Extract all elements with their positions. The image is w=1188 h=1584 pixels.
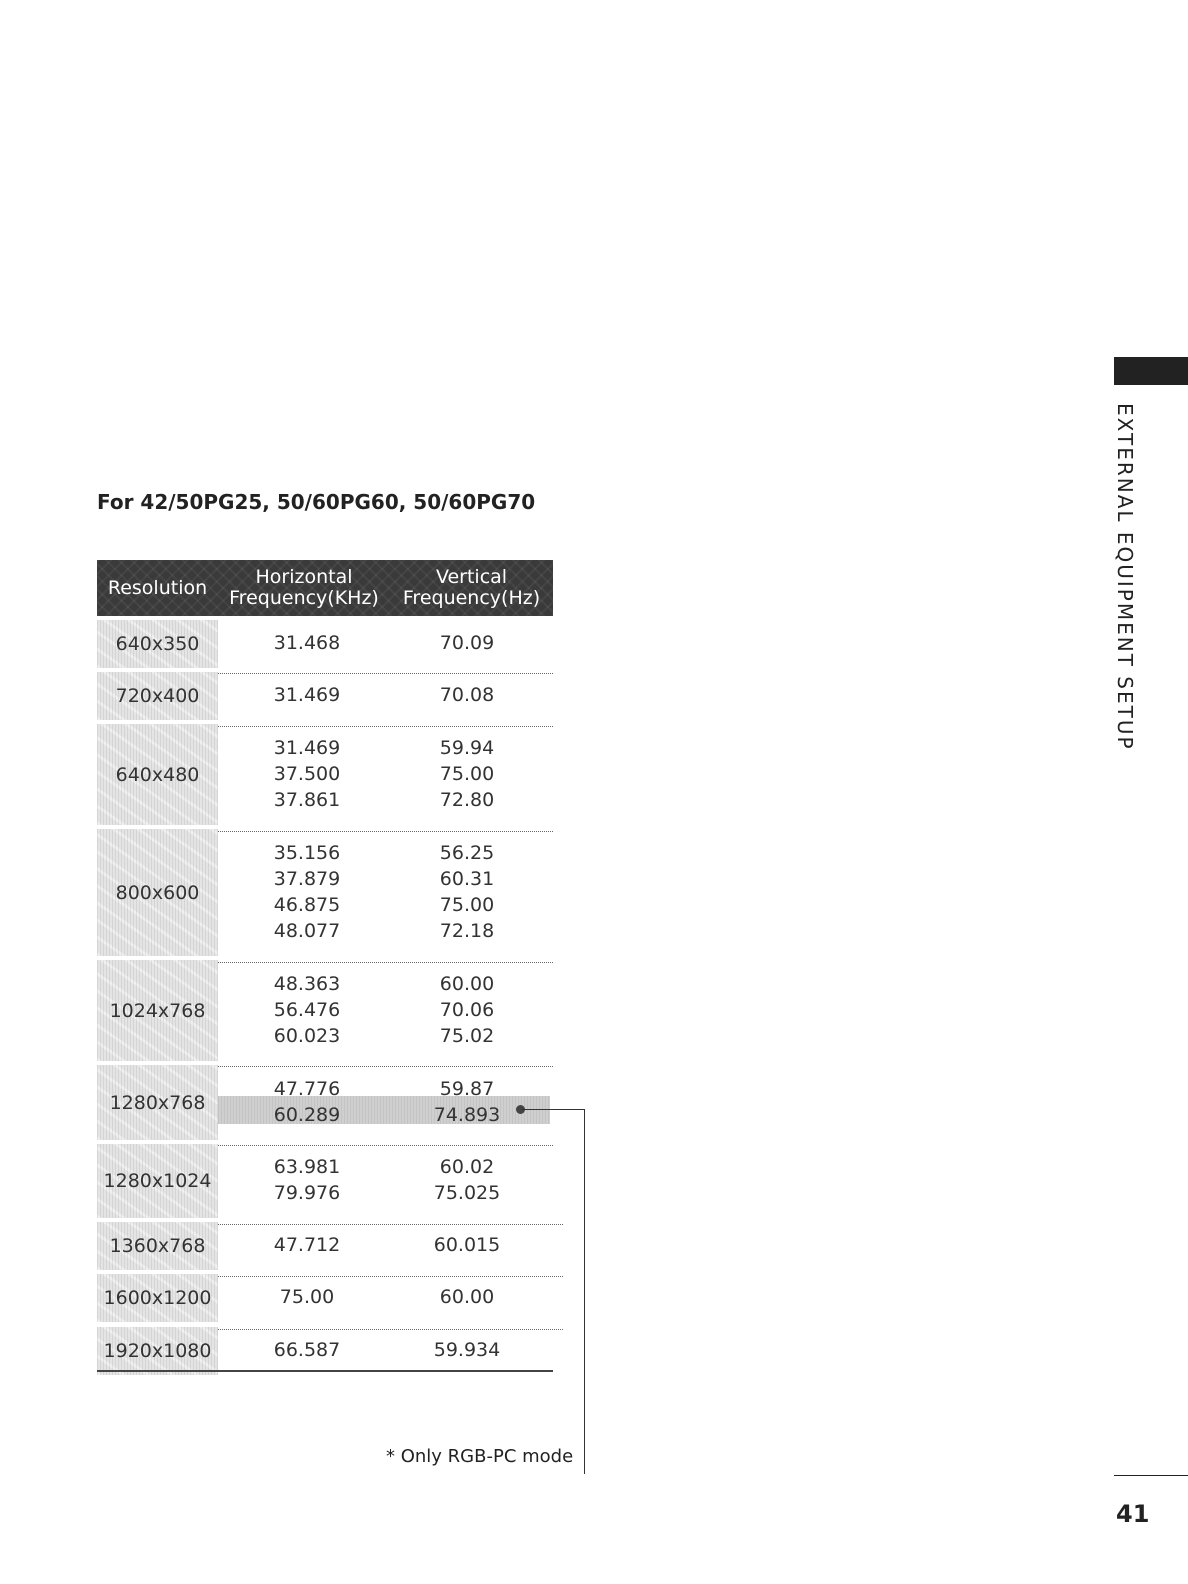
- vertical-frequency-value: 60.00: [439, 1286, 495, 1308]
- resolution-cell: 1360x768: [97, 1222, 218, 1270]
- resolution-cell: 800x600: [97, 829, 218, 956]
- table-bottom-rule: [97, 1370, 553, 1372]
- vertical-frequency-cell: [387, 618, 547, 668]
- header-vertical-line1: Vertical: [435, 566, 508, 588]
- table-row: [97, 670, 553, 720]
- horizontal-frequency-cell: [227, 618, 387, 668]
- header-vertical-line2: Frequency(Hz): [402, 587, 541, 609]
- section-tab-marker: [1114, 357, 1188, 385]
- resolution-cell: 720x400: [97, 672, 218, 720]
- vertical-frequency-cell: [387, 1142, 547, 1218]
- row-separator: [218, 726, 553, 727]
- header-resolution: [97, 560, 218, 616]
- table-row: [97, 722, 553, 825]
- vertical-frequency-value: 70.08: [439, 684, 495, 706]
- vertical-frequency-value: 60.00: [439, 972, 495, 995]
- table-row: [97, 1220, 553, 1270]
- header-horizontal-line1: Horizontal: [255, 566, 353, 588]
- horizontal-frequency-value: 46.875: [273, 893, 341, 916]
- horizontal-frequency-value: 37.861: [273, 788, 341, 811]
- table-row: [97, 618, 553, 668]
- horizontal-frequency-value: 56.476: [273, 998, 341, 1021]
- row-separator: [218, 1329, 563, 1330]
- footnote: * Only RGB-PC mode: [386, 1446, 574, 1467]
- horizontal-frequency-value: 66.587: [273, 1339, 341, 1361]
- vertical-frequency-value: 74.893: [433, 1103, 501, 1126]
- vertical-frequency-value: 72.80: [439, 788, 495, 811]
- horizontal-frequency-value: 31.468: [273, 632, 341, 654]
- horizontal-frequency-cell: [227, 670, 387, 720]
- horizontal-frequency-value: 60.023: [273, 1024, 341, 1047]
- table-row: [97, 1325, 553, 1375]
- horizontal-frequency-value: 31.469: [273, 736, 341, 759]
- horizontal-frequency-value: 31.469: [273, 684, 341, 706]
- vertical-frequency-value: 60.015: [433, 1234, 501, 1256]
- vertical-frequency-cell: [387, 1220, 547, 1270]
- vertical-frequency-cell: [387, 722, 547, 825]
- vertical-frequency-value: 75.025: [433, 1182, 501, 1204]
- horizontal-frequency-cell: [227, 1142, 387, 1218]
- vertical-frequency-value: 56.25: [439, 841, 495, 864]
- vertical-frequency-cell: [387, 958, 547, 1061]
- horizontal-frequency-cell: [227, 958, 387, 1061]
- vertical-frequency-value: 60.31: [439, 867, 495, 890]
- page-number: 41: [1116, 1500, 1150, 1528]
- resolution-cell: 640x480: [97, 724, 218, 825]
- header-horizontal-frequency: [218, 560, 390, 616]
- horizontal-frequency-value: 37.879: [273, 867, 341, 890]
- vertical-frequency-value: 59.94: [439, 736, 495, 759]
- vertical-frequency-value: 75.02: [439, 1024, 495, 1047]
- resolution-cell: 1920x1080: [97, 1327, 218, 1375]
- vertical-frequency-value: 59.87: [439, 1077, 495, 1100]
- header-resolution-label: Resolution: [107, 576, 208, 599]
- horizontal-frequency-value: 37.500: [273, 762, 341, 785]
- horizontal-frequency-cell: [227, 827, 387, 956]
- vertical-frequency-cell: [387, 670, 547, 720]
- horizontal-frequency-cell: [227, 1325, 387, 1375]
- row-separator: [218, 673, 553, 674]
- table-row: [97, 1142, 553, 1218]
- resolution-cell: 1280x1024: [97, 1144, 218, 1218]
- vertical-frequency-value: 70.09: [439, 632, 495, 654]
- resolution-cell: 1024x768: [97, 960, 218, 1061]
- table-row: [97, 958, 553, 1061]
- vertical-frequency-cell: [387, 1325, 547, 1375]
- page-heading: For 42/50PG25, 50/60PG60, 50/60PG70: [97, 490, 536, 514]
- vertical-frequency-value: 70.06: [439, 998, 495, 1021]
- horizontal-frequency-cell: [227, 1272, 387, 1322]
- row-separator: [218, 1276, 563, 1277]
- callout-line-vertical: [584, 1109, 585, 1474]
- row-separator: [218, 1145, 553, 1146]
- row-separator: [218, 1224, 563, 1225]
- horizontal-frequency-value: 35.156: [273, 841, 341, 864]
- horizontal-frequency-cell: [227, 1063, 387, 1140]
- horizontal-frequency-value: 47.776: [273, 1077, 341, 1100]
- vertical-frequency-value: 75.00: [439, 762, 495, 785]
- resolution-cell: 1280x768: [97, 1065, 218, 1140]
- page-number-rule: [1114, 1475, 1188, 1476]
- callout-line-horizontal: [521, 1109, 585, 1110]
- resolution-cell: 1600x1200: [97, 1274, 218, 1322]
- horizontal-frequency-value: 79.976: [273, 1182, 341, 1204]
- horizontal-frequency-value: 47.712: [273, 1234, 341, 1256]
- table-header: [97, 560, 553, 616]
- table-row: [97, 827, 553, 956]
- horizontal-frequency-value: 63.981: [273, 1156, 341, 1178]
- horizontal-frequency-value: 48.363: [273, 972, 341, 995]
- row-separator: [218, 831, 553, 832]
- row-separator: [218, 1066, 553, 1067]
- horizontal-frequency-cell: [227, 1220, 387, 1270]
- horizontal-frequency-value: 75.00: [279, 1286, 335, 1308]
- vertical-frequency-value: 75.00: [439, 893, 495, 916]
- horizontal-frequency-value: 48.077: [273, 919, 341, 942]
- table-row: [97, 1272, 553, 1322]
- section-title: EXTERNAL EQUIPMENT SETUP: [1113, 403, 1137, 751]
- vertical-frequency-cell: [387, 1063, 547, 1140]
- horizontal-frequency-value: 60.289: [273, 1103, 341, 1126]
- vertical-frequency-value: 72.18: [439, 919, 495, 942]
- row-separator: [218, 962, 553, 963]
- vertical-frequency-cell: [387, 827, 547, 956]
- vertical-frequency-cell: [387, 1272, 547, 1322]
- header-vertical-frequency: [390, 560, 553, 616]
- vertical-frequency-value: 60.02: [439, 1156, 495, 1178]
- table-row: [97, 1063, 553, 1140]
- header-horizontal-line2: Frequency(KHz): [229, 587, 379, 609]
- resolution-cell: 640x350: [97, 620, 218, 668]
- horizontal-frequency-cell: [227, 722, 387, 825]
- vertical-frequency-value: 59.934: [433, 1339, 501, 1361]
